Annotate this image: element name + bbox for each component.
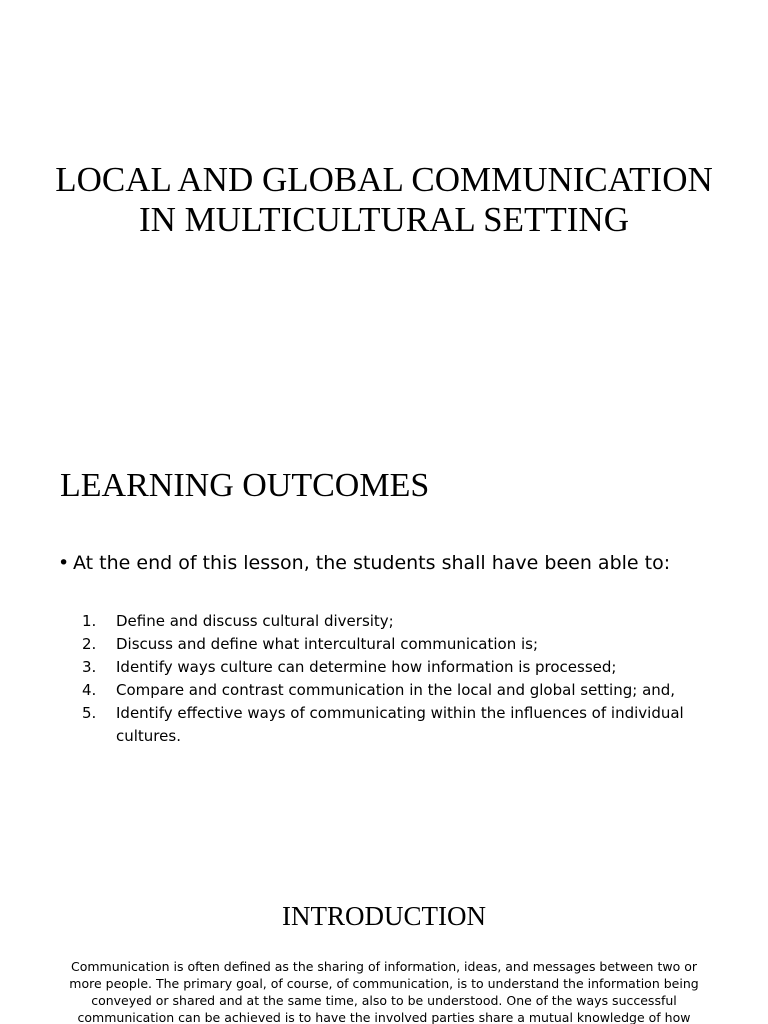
outcome-text: Identify effective ways of communicating within the influences of individual cultures. bbox=[116, 704, 684, 745]
outcome-item bbox=[82, 702, 722, 748]
title-line-1: LOCAL AND GLOBAL COMMUNICATION bbox=[55, 160, 713, 199]
presentation-title bbox=[0, 160, 768, 240]
outcome-text: Compare and contrast communication in the local and global setting; and, bbox=[116, 681, 676, 699]
title-line-2: IN MULTICULTURAL SETTING bbox=[139, 200, 629, 239]
introduction-slide bbox=[0, 850, 768, 1024]
outcome-item bbox=[82, 610, 722, 633]
outcome-text: Identify ways culture can determine how information is processed; bbox=[116, 658, 617, 676]
outcome-number: 3. bbox=[82, 658, 97, 676]
intro-bullet bbox=[58, 551, 670, 575]
outcome-item bbox=[82, 679, 722, 702]
outcome-number: 4. bbox=[82, 681, 97, 699]
learning-outcomes-heading: LEARNING OUTCOMES bbox=[60, 467, 430, 504]
outcome-text: Define and discuss cultural diversity; bbox=[116, 612, 394, 630]
outcome-item bbox=[82, 656, 722, 679]
outcome-text: Discuss and define what intercultural communication is; bbox=[116, 635, 539, 653]
outcome-number: 1. bbox=[82, 612, 97, 630]
outcome-number: 2. bbox=[82, 635, 97, 653]
title-slide bbox=[0, 0, 768, 420]
outcomes-list bbox=[82, 610, 722, 748]
learning-outcomes-slide bbox=[0, 420, 768, 850]
outcome-number: 5. bbox=[82, 704, 97, 722]
introduction-heading: INTRODUCTION bbox=[282, 901, 486, 931]
outcome-item bbox=[82, 633, 722, 656]
bullet-text: At the end of this lesson, the students shall have been able to: bbox=[73, 552, 671, 574]
bullet-icon: • bbox=[58, 552, 70, 574]
introduction-body: Communication is often defined as the sharing of information, ideas, and messages between two or more people. The primary goal, of course, of communication, is to understand the information being conveyed or shared and at the same time, also to be understood. One of the ways successful communication can be achieved is to have the involved parties share a mutual knowledge of how bbox=[69, 959, 699, 1024]
